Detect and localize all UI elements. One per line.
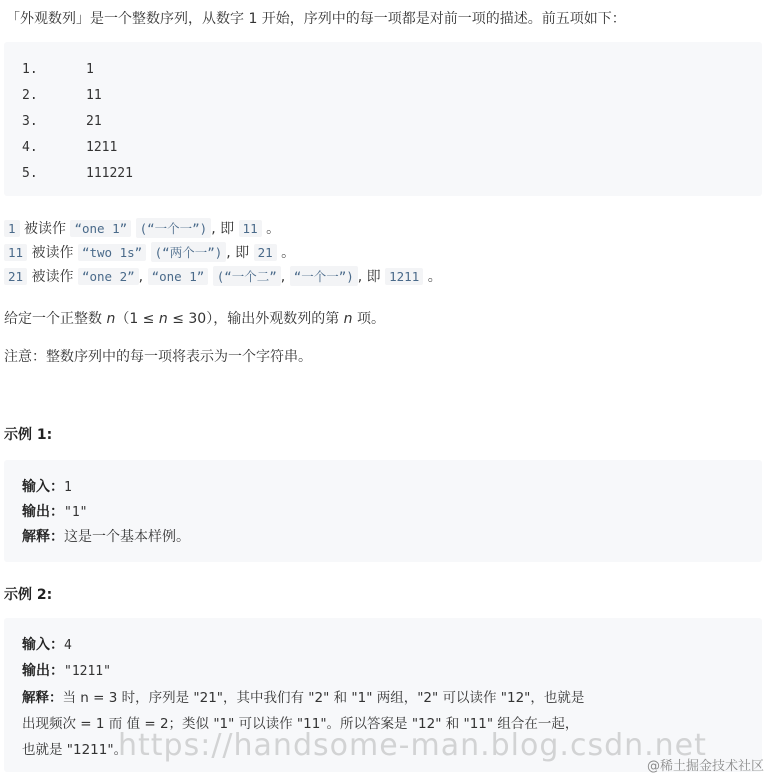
sequence-value: 21: [86, 114, 102, 129]
sequence-index: 1.: [22, 62, 38, 77]
reading-line-1: [4, 218, 280, 238]
reading-end: 。: [266, 221, 281, 237]
inline-code: (“两个一”): [151, 242, 227, 262]
sequence-value: 1211: [86, 140, 118, 155]
variable-n: n: [158, 311, 168, 327]
reading-then: , 即: [226, 245, 250, 261]
input-value: 1: [64, 480, 72, 495]
inline-code: (“一个一”): [136, 218, 212, 238]
statement-text: 给定一个正整数: [4, 311, 107, 327]
reading-verb: 被读作: [31, 245, 74, 261]
variable-n: n: [343, 311, 353, 327]
example2-explain-cont: 出现频次 = 1 而 值 = 2；类似 "1" 可以读作 "11"。所以答案是 "12" 和 "11" 组合在一起，: [22, 716, 579, 732]
sequence-index: 2.: [22, 88, 38, 103]
explain-text: 这是一个基本样例。: [64, 529, 190, 545]
example2-input: [22, 634, 72, 654]
output-label: 输出：: [22, 663, 64, 679]
intro-text: 「外观数列」是一个整数序列，从数字 1 开始，序列中的每一项都是对前一项的描述。前五项如下：: [6, 11, 626, 27]
inline-code: 11: [239, 220, 262, 237]
sequence-value: 11: [86, 88, 102, 103]
inline-code: 21: [4, 268, 27, 285]
example1-output: [22, 501, 87, 521]
variable-n: n: [106, 311, 116, 327]
example1-block: [4, 460, 762, 562]
sequence-value: 1: [86, 62, 94, 77]
input-value: 4: [64, 638, 72, 653]
statement-text: （1 ≤: [115, 311, 159, 327]
inline-code: 11: [4, 244, 27, 261]
explain-label: 解释：: [22, 690, 63, 706]
inline-code: “two 1s”: [78, 244, 146, 261]
sequence-value: 111221: [86, 166, 133, 181]
reading-line-2: [4, 242, 295, 262]
reading-comma: ,: [138, 269, 144, 285]
example1-input: [22, 476, 72, 496]
statement-text: 项。: [352, 311, 385, 327]
sequence-code-block: [4, 42, 762, 196]
reading-verb: 被读作: [31, 269, 74, 285]
example2-heading: 示例 2:: [4, 587, 53, 603]
inline-code: (“一个二”: [213, 266, 281, 286]
reading-comma: ,: [280, 269, 286, 285]
reading-verb: 被读作: [23, 221, 66, 237]
reading-end: 。: [281, 245, 296, 261]
inline-code: 1: [4, 220, 20, 237]
reading-end: 。: [427, 269, 442, 285]
output-value: "1": [64, 505, 88, 520]
note-text: 注意：整数序列中的每一项将表示为一个字符串。: [4, 349, 312, 365]
url-watermark: https://handsome-man.blog.csdn.net: [118, 728, 707, 763]
sequence-index: 3.: [22, 114, 38, 129]
input-label: 输入：: [22, 637, 64, 653]
input-label: 输入：: [22, 479, 64, 495]
logo-watermark: @稀土掘金技术社区: [646, 759, 764, 774]
statement-text: ≤ 30），输出外观数列的第: [167, 311, 344, 327]
inline-code: “one 2”: [78, 268, 139, 285]
output-label: 输出：: [22, 504, 64, 520]
explain-text: 当 n = 3 时，序列是 "21"，其中我们有 "2" 和 "1" 两组，"2" 可以读作 "12"，也就是: [62, 690, 585, 706]
sequence-index: 5.: [22, 166, 38, 181]
example2-explain: [22, 686, 584, 706]
example2-explain-cont: 也就是 "1211"。: [22, 742, 128, 758]
inline-code: 1211: [385, 268, 423, 285]
example1-explain: [22, 526, 190, 546]
inline-code: “一个一”): [290, 266, 358, 286]
explain-label: 解释：: [22, 529, 64, 545]
inline-code: “one 1”: [148, 268, 209, 285]
reading-line-3: [4, 266, 442, 286]
example1-heading: 示例 1:: [4, 427, 53, 443]
output-value: "1211": [64, 664, 111, 679]
problem-statement: [4, 308, 385, 328]
inline-code: “one 1”: [70, 220, 131, 237]
inline-code: 21: [254, 244, 277, 261]
reading-then: , 即: [357, 269, 381, 285]
reading-then: , 即: [211, 221, 235, 237]
example2-output: [22, 660, 111, 680]
sequence-index: 4.: [22, 140, 38, 155]
